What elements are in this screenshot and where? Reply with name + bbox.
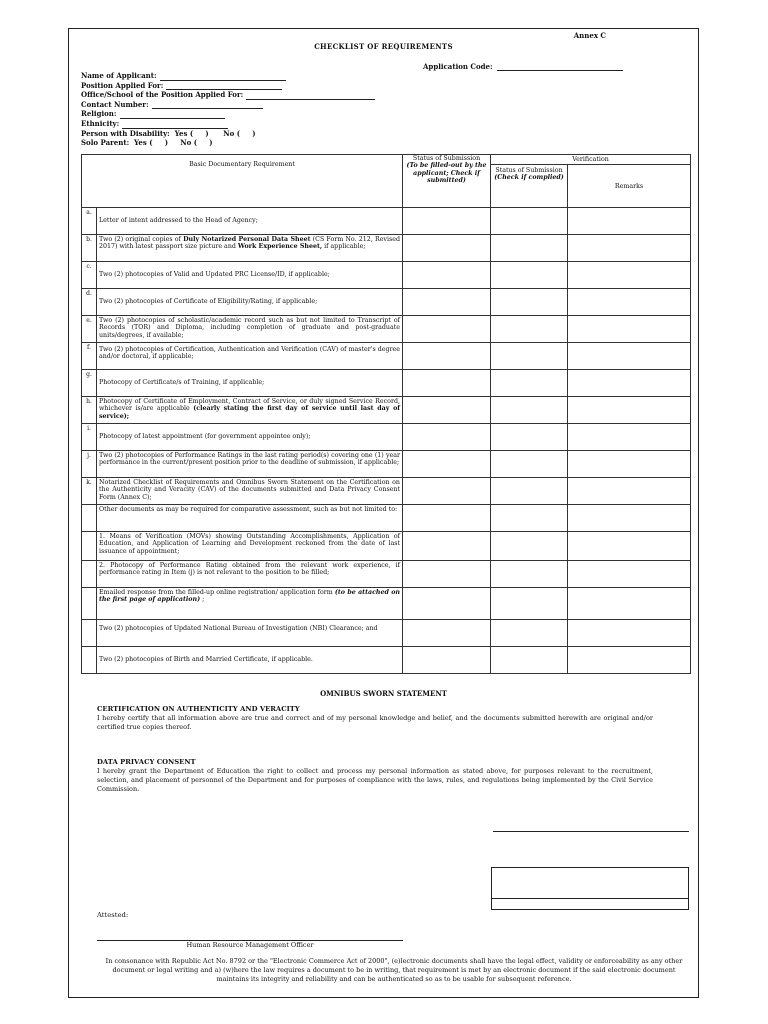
table-row xyxy=(82,397,691,424)
requirement-text: Two (2) photocopies of Certificate of Eligibility/Rating, if applicable; xyxy=(97,289,403,316)
status-cell[interactable] xyxy=(403,208,491,235)
requirement-text xyxy=(97,588,403,620)
name-label: Name of Applicant: xyxy=(81,71,157,80)
requirement-text: Notarized Checklist of Requirements and Omnibus Sworn Statement on the Certification on the Authenticity and Veracity (CAV) of the documents submitted and Data Privacy Consent Form (Annex C); xyxy=(97,478,403,505)
requirement-text xyxy=(97,235,403,262)
verif-cell[interactable] xyxy=(491,478,568,505)
verif-cell[interactable] xyxy=(491,451,568,478)
requirement-text: 1. Means of Verification (MOVs) showing Outstanding Accomplishments, Application of Education, and Application of Learning and Development reckoned from the date of last issuance of appointment; xyxy=(97,532,403,561)
legal-footer: In consonance with Republic Act No. 8792 or the "Electronic Commerce Act of 2000", (e)lectronic documents shall have the legal effect, validity or enforceability as any other document or legal writing and a) (w)here the law requires a document to be in writing, that requirement is met by an electronic document if the said electronic document maintains its integrity and reliability and can be authenticated so as to be usable for subsequent reference. xyxy=(105,957,683,983)
status-cell[interactable] xyxy=(403,647,491,674)
verif-cell[interactable] xyxy=(491,424,568,451)
req-text-part: ; xyxy=(200,596,205,604)
table-row xyxy=(82,647,691,674)
remarks-cell[interactable] xyxy=(568,505,691,532)
requirement-text: Two (2) photocopies of Performance Ratings in the last rating period(s) covering one (1) year performance in the current/present position prior to the deadline of submission, if applicable; xyxy=(97,451,403,478)
status-cell[interactable] xyxy=(403,289,491,316)
remarks-cell[interactable] xyxy=(568,235,691,262)
req-text-bold: (clearly stating the first day of service until last day of service); xyxy=(99,405,400,420)
table-row xyxy=(82,289,691,316)
remarks-cell[interactable] xyxy=(568,451,691,478)
verif-status-title: Status of Submission xyxy=(495,167,563,174)
table-row xyxy=(82,451,691,478)
req-text-part: Emailed response from the filled-up online registration/ application form xyxy=(99,589,335,596)
religion-label: Religion: xyxy=(81,109,117,119)
religion-line[interactable] xyxy=(120,111,225,119)
requirement-text: Letter of intent addressed to the Head of Agency; xyxy=(97,208,403,235)
remarks-cell[interactable] xyxy=(568,316,691,343)
table-row xyxy=(82,561,691,588)
table-row xyxy=(82,620,691,647)
table-row xyxy=(82,235,691,262)
verif-status-note: (Check if complied) xyxy=(494,174,564,182)
verif-cell[interactable] xyxy=(491,532,568,561)
remarks-header: Remarks xyxy=(568,165,691,208)
pwd-field: Person with Disability: Yes ( ) No ( ) xyxy=(81,128,256,138)
document-title: CHECKLIST OF REQUIREMENTS xyxy=(314,42,453,51)
annex-label: Annex C xyxy=(573,31,606,40)
row-letter: e. xyxy=(82,316,97,343)
remarks-cell[interactable] xyxy=(568,370,691,397)
application-code-field xyxy=(423,62,623,71)
remarks-cell[interactable] xyxy=(568,208,691,235)
row-letter xyxy=(82,647,97,674)
applicant-signature-line[interactable] xyxy=(493,831,689,832)
table-row xyxy=(82,505,691,532)
applicant-info xyxy=(81,71,375,148)
requirement-text: Other documents as may be required for comparative assessment, such as but not limited to: xyxy=(97,505,403,532)
verif-cell[interactable] xyxy=(491,620,568,647)
position-line[interactable] xyxy=(166,82,282,90)
table-row xyxy=(82,424,691,451)
table-row xyxy=(82,532,691,561)
row-letter: h. xyxy=(82,397,97,424)
verif-cell[interactable] xyxy=(491,370,568,397)
requirement-text: Two (2) photocopies of Birth and Married Certificate, if applicable. xyxy=(97,647,403,674)
table-row xyxy=(82,262,691,289)
contact-line[interactable] xyxy=(152,101,263,109)
row-letter: c. xyxy=(82,262,97,289)
table-row xyxy=(82,478,691,505)
remarks-cell[interactable] xyxy=(568,620,691,647)
requirement-text: Two (2) photocopies of Updated National Bureau of Investigation (NBI) Clearance; and xyxy=(97,620,403,647)
remarks-cell[interactable] xyxy=(568,561,691,588)
status-cell[interactable] xyxy=(403,505,491,532)
verif-cell[interactable] xyxy=(491,561,568,588)
ethnicity-line[interactable] xyxy=(122,121,228,129)
signature-date-box[interactable] xyxy=(491,899,689,910)
table-row xyxy=(82,370,691,397)
verif-cell[interactable] xyxy=(491,316,568,343)
status-cell[interactable] xyxy=(403,316,491,343)
status-header-note: (To be filled-out by the applicant; Check if submitted) xyxy=(406,162,487,185)
table-row xyxy=(82,316,691,343)
verif-cell[interactable] xyxy=(491,208,568,235)
req-text-part: Two (2) original copies of xyxy=(99,236,184,243)
row-letter: k. xyxy=(82,478,97,505)
verif-cell[interactable] xyxy=(491,235,568,262)
hr-officer-label: Human Resource Management Officer xyxy=(186,941,314,949)
verif-cell[interactable] xyxy=(491,647,568,674)
document-page xyxy=(68,28,699,998)
status-cell[interactable] xyxy=(403,451,491,478)
verification-header: Verification xyxy=(491,155,691,165)
req-text-bold: Work Experience Sheet, xyxy=(237,243,323,251)
row-letter xyxy=(82,588,97,620)
remarks-cell[interactable] xyxy=(568,588,691,620)
verif-cell[interactable] xyxy=(491,588,568,620)
remarks-cell[interactable] xyxy=(568,289,691,316)
verif-cell[interactable] xyxy=(491,343,568,370)
privacy-text: I hereby grant the Department of Education the right to collect and process my personal information as stated above, for purposes relevant to the recruitment, selection, and placement of personnel of the Department and for purposes of compliance with the laws, rules, and regulations being implemented by the Civil Service Commission. xyxy=(97,767,653,793)
row-letter xyxy=(82,532,97,561)
requirement-text: Two (2) photocopies of Valid and Updated PRC License/ID, if applicable; xyxy=(97,262,403,289)
office-line[interactable] xyxy=(246,92,375,100)
certification-text: I hereby certify that all information above are true and correct and of my personal knowledge and belief, and the documents submitted herewith are original and/or certified true copies thereof. xyxy=(97,714,653,731)
application-code-label: Application Code: xyxy=(423,62,493,71)
row-letter: a. xyxy=(82,208,97,235)
remarks-cell[interactable] xyxy=(568,397,691,424)
row-letter: b. xyxy=(82,235,97,262)
ethnicity-label: Ethnicity: xyxy=(81,118,120,128)
row-letter: j. xyxy=(82,451,97,478)
application-code-line[interactable] xyxy=(497,63,623,71)
status-cell[interactable] xyxy=(403,262,491,289)
remarks-cell[interactable] xyxy=(568,647,691,674)
attested-label: Attested: xyxy=(97,911,129,919)
contact-label: Contact Number: xyxy=(81,99,149,109)
status-cell[interactable] xyxy=(403,588,491,620)
table-row xyxy=(82,208,691,235)
status-cell[interactable] xyxy=(403,235,491,262)
status-cell[interactable] xyxy=(403,424,491,451)
status-cell[interactable] xyxy=(403,370,491,397)
certification-title: CERTIFICATION ON AUTHENTICITY AND VERACITY xyxy=(97,705,300,713)
verif-cell[interactable] xyxy=(491,397,568,424)
requirements-table xyxy=(81,154,691,674)
requirement-text xyxy=(97,397,403,424)
req-text-part: (CS Form No. 212, Revised 2017) with latest passport size picture and xyxy=(99,236,400,251)
requirement-header: Basic Documentary Requirement xyxy=(82,155,403,208)
status-cell[interactable] xyxy=(403,561,491,588)
remarks-cell[interactable] xyxy=(568,262,691,289)
remarks-cell[interactable] xyxy=(568,343,691,370)
status-cell[interactable] xyxy=(403,397,491,424)
req-text-bold: Duly Notarized Personal Data Sheet xyxy=(183,236,311,243)
position-label: Position Applied For: xyxy=(81,80,164,90)
omnibus-title: OMNIBUS SWORN STATEMENT xyxy=(320,689,447,698)
row-letter: g. xyxy=(82,370,97,397)
verif-cell[interactable] xyxy=(491,262,568,289)
office-label: Office/School of the Position Applied For: xyxy=(81,90,244,100)
table-row xyxy=(82,588,691,620)
row-letter xyxy=(82,620,97,647)
verif-status-header xyxy=(491,165,568,208)
table-header-row xyxy=(82,155,691,165)
row-letter: f. xyxy=(82,343,97,370)
status-cell[interactable] xyxy=(403,620,491,647)
privacy-title: DATA PRIVACY CONSENT xyxy=(97,758,196,766)
status-header xyxy=(403,155,491,208)
row-letter: d. xyxy=(82,289,97,316)
requirement-text: Photocopy of Certificate/s of Training, if applicable; xyxy=(97,370,403,397)
status-cell[interactable] xyxy=(403,532,491,561)
verif-cell[interactable] xyxy=(491,505,568,532)
remarks-cell[interactable] xyxy=(568,532,691,561)
signature-box[interactable] xyxy=(491,867,689,899)
status-header-title: Status of Submission xyxy=(412,155,481,162)
row-letter: i. xyxy=(82,424,97,451)
status-cell[interactable] xyxy=(403,343,491,370)
remarks-cell[interactable] xyxy=(568,424,691,451)
verif-cell[interactable] xyxy=(491,289,568,316)
remarks-cell[interactable] xyxy=(568,478,691,505)
requirement-text: 2. Photocopy of Performance Rating obtained from the relevant work experience, if performance rating in Item (j) is not relevant to the position to be filled; xyxy=(97,561,403,588)
requirement-text: Two (2) photocopies of Certification, Authentication and Verification (CAV) of master's degree and/or doctoral, if applicable; xyxy=(97,343,403,370)
req-text-part: Photocopy of Certificate of Employment, Contract of Service, or duly signed Service Record, whichever is/are applicable xyxy=(99,398,400,413)
req-text-bold: (to be attached on the first page of application) xyxy=(99,589,400,604)
requirement-text: Photocopy of latest appointment (for government appointee only); xyxy=(97,424,403,451)
solo-parent-field: Solo Parent: Yes ( ) No ( ) xyxy=(81,138,213,148)
row-letter xyxy=(82,505,97,532)
requirement-text: Two (2) photocopies of scholastic/academic record such as but not limited to Transcript of Records (TOR) and Diploma, including completion of graduate and post-graduate units/degrees, if available; xyxy=(97,316,403,343)
req-text-part: if applicable; xyxy=(322,243,366,251)
name-line[interactable] xyxy=(160,73,286,81)
status-cell[interactable] xyxy=(403,478,491,505)
table-row xyxy=(82,343,691,370)
row-letter xyxy=(82,561,97,588)
